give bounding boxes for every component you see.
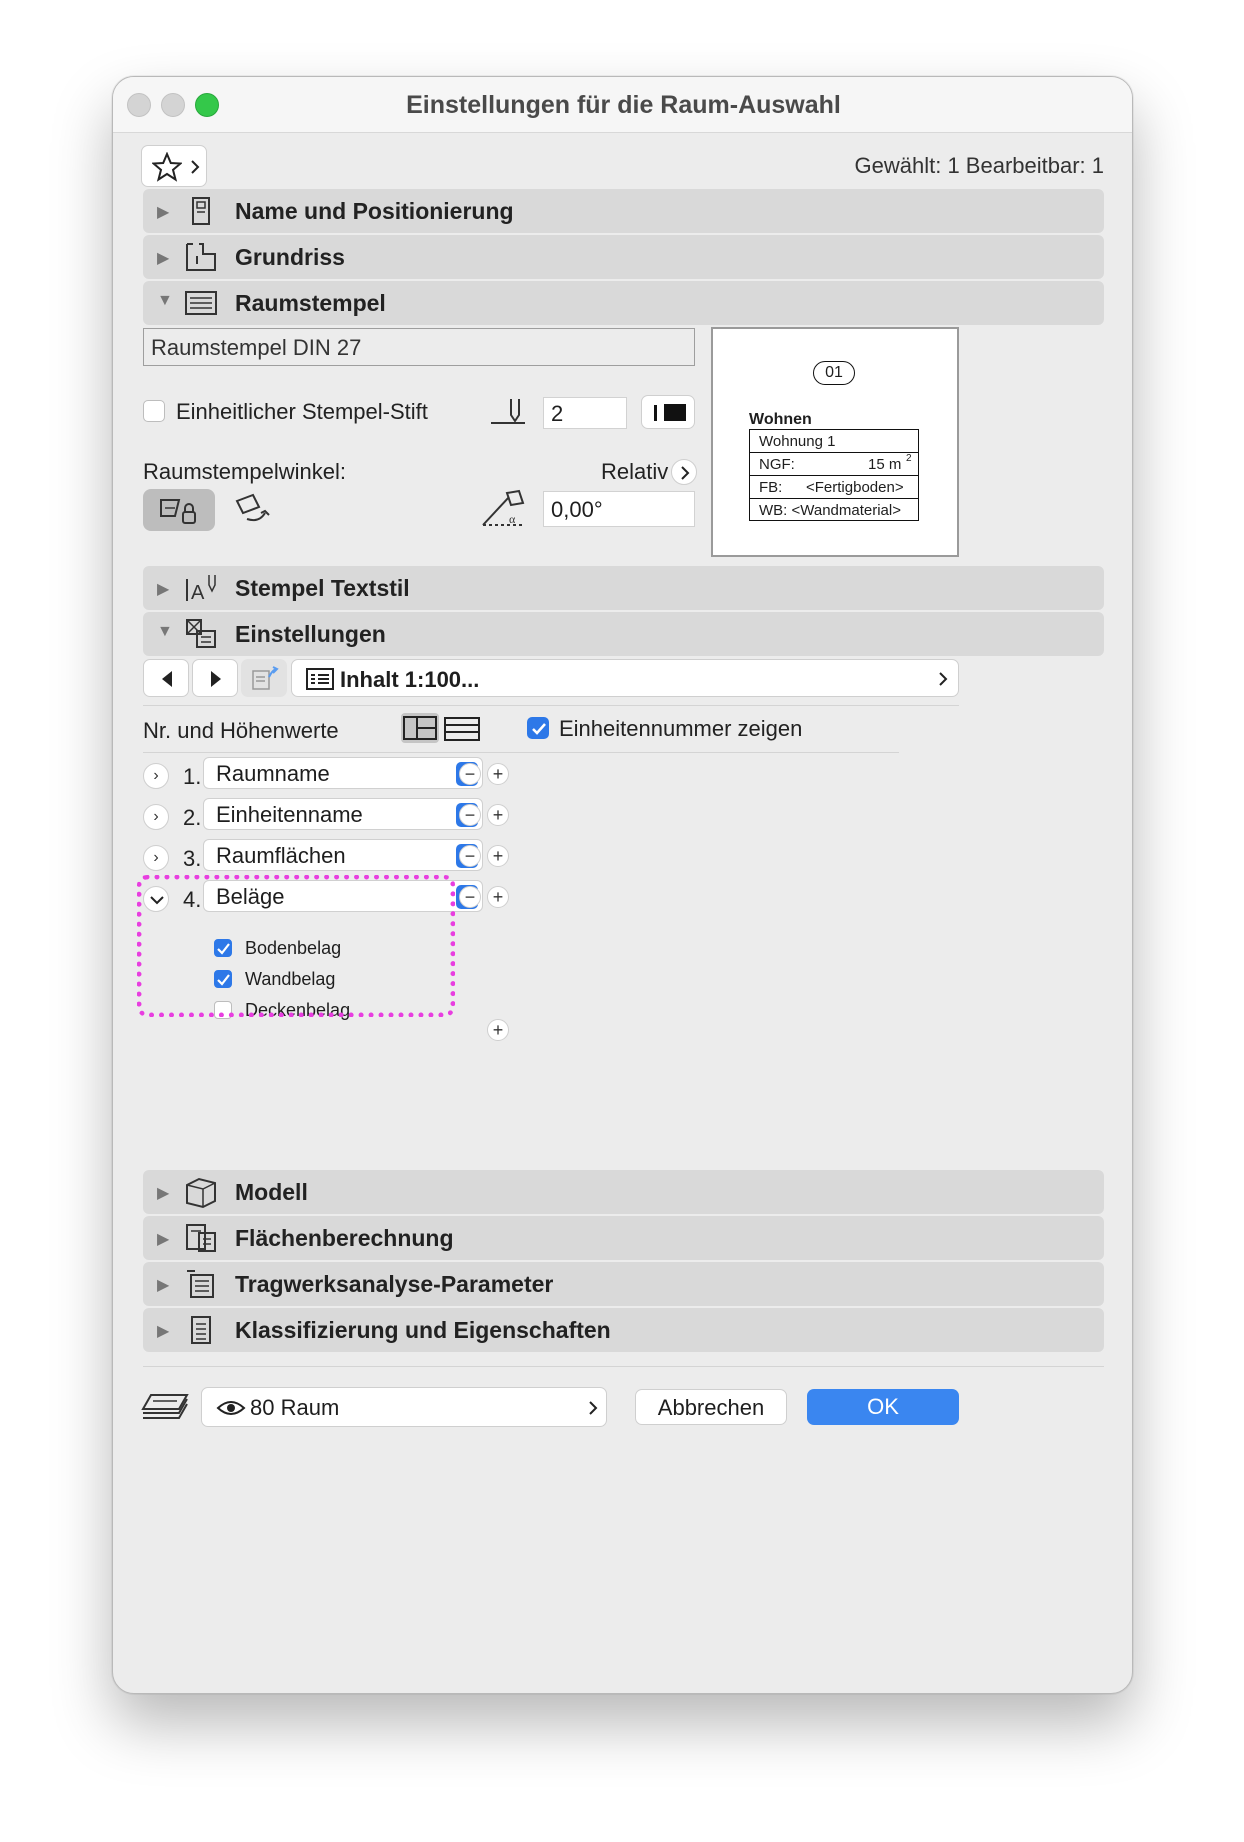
preview-room-name: Wohnen — [749, 411, 812, 428]
3d-model-icon — [183, 1175, 219, 1209]
wandbelag-label: Wandbelag — [245, 969, 336, 989]
section-label: Einstellungen — [235, 621, 386, 647]
document-list-icon — [183, 1313, 219, 1347]
add-row-button[interactable]: + — [487, 886, 509, 908]
row-select-einheitenname[interactable] — [203, 798, 483, 830]
chevron-right-icon — [588, 1401, 598, 1415]
checkmark-icon — [531, 721, 547, 737]
list-icon — [306, 668, 334, 690]
cancel-button[interactable]: Abbrechen — [635, 1389, 787, 1425]
select-value: Einheitenname — [216, 802, 363, 827]
pen-color-swatch — [664, 404, 686, 421]
relativ-label: Relativ — [601, 459, 669, 484]
triangle-right-icon — [209, 670, 223, 688]
floorplan-icon — [183, 240, 219, 274]
room-stamp-icon — [183, 286, 219, 320]
preview-row: NGF: — [759, 456, 795, 473]
section-label: Klassifizierung und Eigenschaften — [235, 1317, 611, 1343]
window-title: Einstellungen für die Raum-Auswahl — [406, 91, 841, 119]
section-flaechenberechnung[interactable] — [143, 1216, 1104, 1260]
section-name-positionierung[interactable] — [143, 189, 1104, 233]
disclosure-down-icon: ▼ — [157, 292, 173, 309]
section-label: Name und Positionierung — [235, 198, 514, 224]
preview-room-number: 01 — [813, 361, 855, 385]
select-value: Beläge — [216, 884, 285, 909]
settings-dialog — [112, 76, 1133, 1694]
divider — [143, 1366, 1104, 1367]
section-label: Grundriss — [235, 244, 345, 270]
preview-row: FB: — [759, 479, 783, 496]
preview-row: Wohnung 1 — [759, 433, 836, 450]
section-textstil[interactable] — [143, 566, 1104, 610]
preview-row: <Fertigboden> — [806, 479, 904, 496]
disclosure-right-icon: ▶ — [157, 250, 170, 267]
layer-selector[interactable] — [201, 1387, 607, 1427]
uniform-pen-label: Einheitlicher Stempel-Stift — [176, 399, 428, 424]
remove-row-button[interactable]: − — [459, 845, 481, 867]
section-raumstempel[interactable] — [143, 281, 1104, 325]
area-calculation-icon — [183, 1221, 219, 1255]
stamp-lock-icon — [159, 496, 201, 526]
show-unit-number-checkbox[interactable] — [527, 717, 549, 739]
stamp-preview — [711, 327, 959, 557]
chevron-right-icon — [938, 672, 948, 686]
add-row-button[interactable]: + — [487, 1019, 509, 1041]
divider — [143, 705, 959, 706]
door-tag-icon — [183, 194, 219, 228]
pen-color-button[interactable] — [641, 395, 695, 429]
ok-button[interactable]: OK — [807, 1389, 959, 1425]
divider — [143, 752, 899, 753]
relativ-button[interactable] — [671, 459, 697, 485]
section-label: Stempel Textstil — [235, 575, 410, 601]
structural-analysis-icon — [183, 1267, 219, 1301]
disclosure-right-icon: ▶ — [157, 204, 170, 221]
content-selector-label: Inhalt 1:100... — [340, 667, 480, 692]
svg-text:A: A — [191, 582, 205, 604]
preview-row: 15 m — [868, 456, 902, 473]
title-bar — [113, 77, 1133, 133]
text-style-icon — [183, 571, 219, 605]
angle-value-field[interactable]: 0,00° — [543, 491, 695, 527]
preview-row: 2 — [906, 453, 912, 464]
disclosure-down-icon: ▼ — [157, 623, 173, 640]
next-button[interactable] — [192, 659, 238, 697]
expand-row-button[interactable]: › — [143, 804, 169, 830]
uniform-pen-checkbox[interactable] — [143, 400, 165, 422]
disclosure-right-icon: ▶ — [157, 1231, 170, 1248]
row-number: 3. — [183, 846, 202, 871]
section-label: Tragwerksanalyse-Parameter — [235, 1271, 554, 1297]
angle-rotate-icon[interactable] — [233, 493, 275, 527]
angle-locked-button[interactable] — [143, 489, 215, 531]
section-grundriss[interactable] — [143, 235, 1104, 279]
svg-text:α: α — [509, 512, 516, 526]
preview-table — [749, 429, 919, 521]
settings-table-icon — [183, 617, 219, 651]
angle-icon — [479, 489, 529, 529]
chevron-right-icon — [680, 466, 690, 480]
favorites-button[interactable] — [141, 145, 207, 187]
select-value: Raumflächen — [216, 843, 346, 868]
rows-layout-icon[interactable] — [443, 716, 481, 742]
triangle-left-icon — [160, 670, 174, 688]
pen-number-field[interactable]: 2 — [543, 397, 627, 429]
section-klassifizierung[interactable] — [143, 1308, 1104, 1352]
stamp-angle-label: Raumstempelwinkel: — [143, 459, 346, 484]
remove-row-button[interactable]: − — [459, 804, 481, 826]
layout-split-button[interactable] — [401, 713, 439, 743]
nr-hoehenwerte-label: Nr. und Höhenwerte — [143, 718, 339, 743]
add-row-button[interactable]: + — [487, 845, 509, 867]
preview-row: WB: <Wandmaterial> — [759, 502, 901, 519]
export-button[interactable] — [241, 659, 287, 697]
expand-row-button[interactable]: › — [143, 763, 169, 789]
disclosure-right-icon: ▶ — [157, 1323, 170, 1340]
content-selector-button[interactable] — [291, 659, 959, 697]
disclosure-right-icon: ▶ — [157, 1185, 170, 1202]
show-unit-number-label: Einheitennummer zeigen — [559, 716, 803, 741]
layer-name: 80 Raum — [250, 1395, 340, 1420]
row-number: 2. — [183, 805, 202, 830]
section-label: Raumstempel — [235, 290, 386, 316]
star-icon — [152, 152, 182, 182]
disclosure-right-icon: ▶ — [157, 1277, 170, 1294]
disclosure-right-icon: ▶ — [157, 581, 170, 598]
section-label: Modell — [235, 1179, 308, 1205]
highlight-annotation — [137, 875, 455, 1017]
export-document-icon — [251, 665, 279, 691]
section-tragwerksanalyse[interactable] — [143, 1262, 1104, 1306]
row-number: 1. — [183, 764, 202, 789]
chevron-right-icon — [190, 160, 200, 174]
remove-row-button[interactable]: − — [459, 886, 481, 908]
selection-info: Gewählt: 1 Bearbeitbar: 1 — [854, 153, 1104, 178]
previous-button[interactable] — [143, 659, 189, 697]
select-value: Raumname — [216, 761, 330, 786]
remove-row-button[interactable]: − — [459, 763, 481, 785]
row-select-raumflaechen[interactable] — [203, 839, 483, 871]
section-label: Flächenberechnung — [235, 1225, 454, 1251]
bodenbelag-label: Bodenbelag — [245, 938, 342, 958]
section-einstellungen[interactable] — [143, 612, 1104, 656]
eye-icon — [216, 1398, 246, 1418]
stamp-name-field[interactable]: Raumstempel DIN 27 — [143, 328, 695, 366]
pen-icon — [489, 397, 527, 427]
split-layout-icon — [403, 716, 437, 740]
add-row-button[interactable]: + — [487, 804, 509, 826]
row-select-raumname[interactable] — [203, 757, 483, 789]
row-number: 4. — [183, 887, 202, 912]
add-row-button[interactable]: + — [487, 763, 509, 785]
layers-icon[interactable] — [141, 1391, 189, 1425]
expand-row-button[interactable]: › — [143, 845, 169, 871]
deckenbelag-label: Deckenbelag — [245, 1000, 351, 1020]
section-modell[interactable] — [143, 1170, 1104, 1214]
